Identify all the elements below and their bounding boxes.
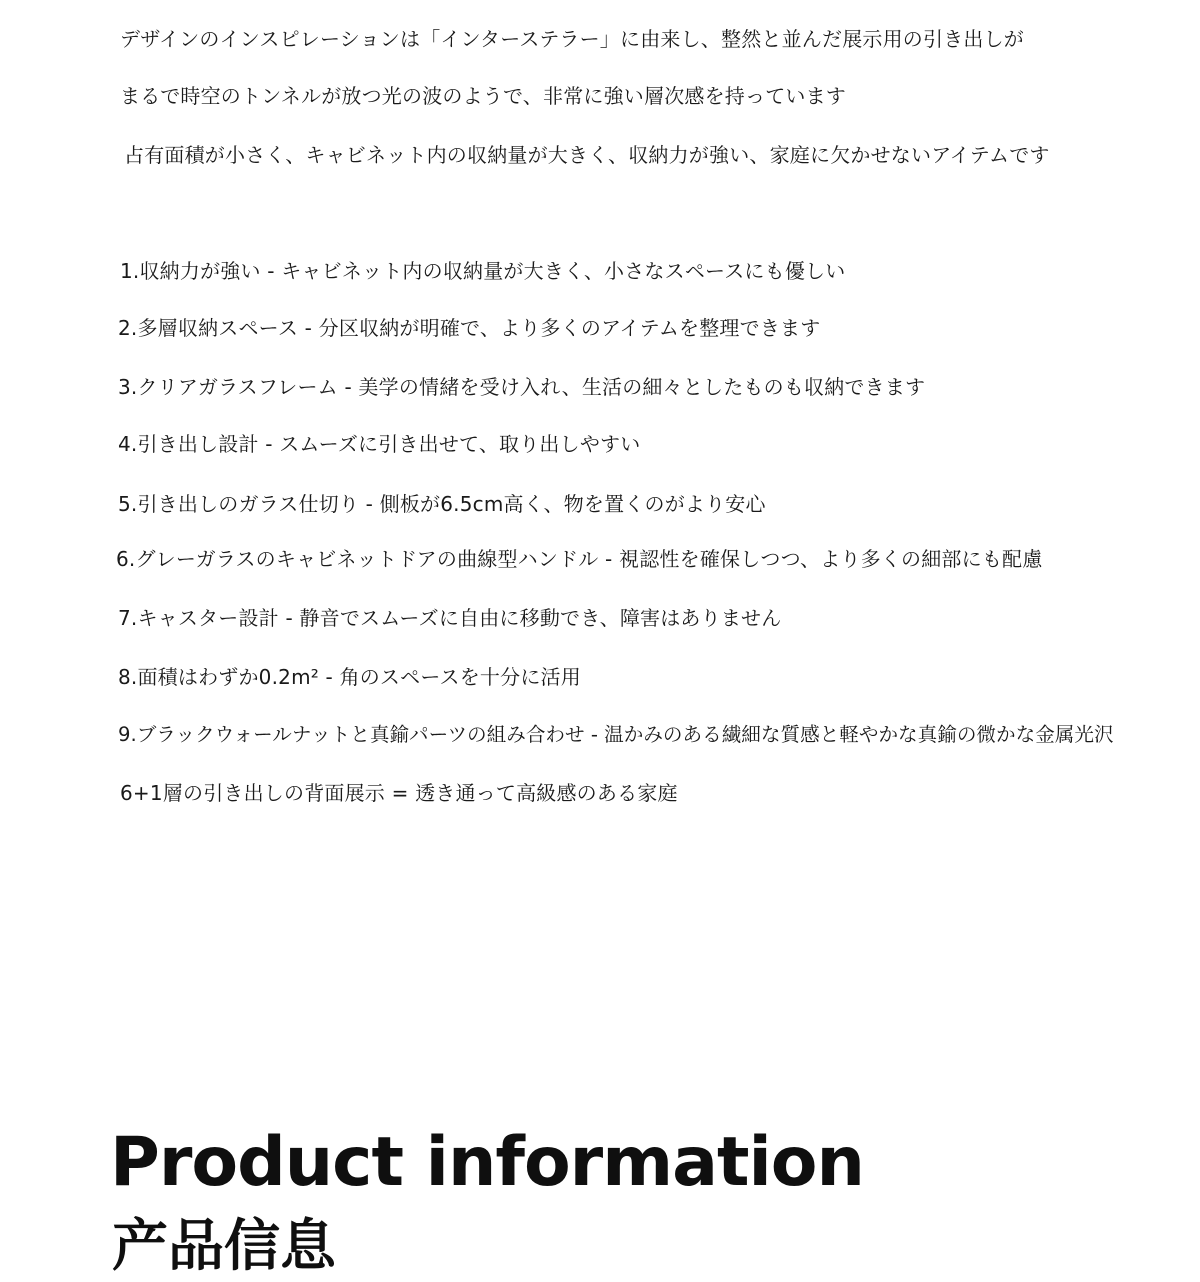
feature-item-2: 2.多層収納スペース - 分区収納が明確で、より多くのアイテムを整理できます [118,316,821,340]
feature-item-9: 9.ブラックウォールナットと真鍮パーツの組み合わせ - 温かみのある繊細な質感と軽やかな真鍮の微かな金属光沢 [118,723,1114,746]
feature-item-3: 3.クリアガラスフレーム - 美学の情緒を受け入れ、生活の細々としたものも収納できます [118,375,926,399]
intro-line-2: まるで時空のトンネルが放つ光の波のようで、非常に強い層次感を持っています [120,84,846,108]
section-title-jp: 产品信息 [112,1214,336,1279]
intro-line-3: 占有面積が小さく、キャビネット内の収納量が大きく、収納力が強い、家庭に欠かせないアイテムです [124,143,1050,167]
section-title-en: Product information [110,1123,864,1202]
feature-summary: 6+1層の引き出しの背面展示 = 透き通って高級感のある家庭 [120,781,678,805]
feature-item-4: 4.引き出し設計 - スムーズに引き出せて、取り出しやすい [118,432,641,456]
feature-item-7: 7.キャスター設計 - 静音でスムーズに自由に移動でき、障害はありません [118,606,782,630]
feature-item-1: 1.収納力が強い - キャビネット内の収納量が大きく、小さなスペースにも優しい [120,259,846,283]
feature-item-6: 6.グレーガラスのキャビネットドアの曲線型ハンドル - 視認性を確保しつつ、より多くの細部にも配慮 [116,547,1043,571]
feature-item-8: 8.面積はわずか0.2m² - 角のスペースを十分に活用 [118,665,581,689]
intro-line-1: デザインのインスピレーションは「インターステラー」に由来し、整然と並んだ展示用の引き出しが [120,27,1024,51]
feature-item-5: 5.引き出しのガラス仕切り - 側板が6.5cm高く、物を置くのがより安心 [118,492,766,516]
